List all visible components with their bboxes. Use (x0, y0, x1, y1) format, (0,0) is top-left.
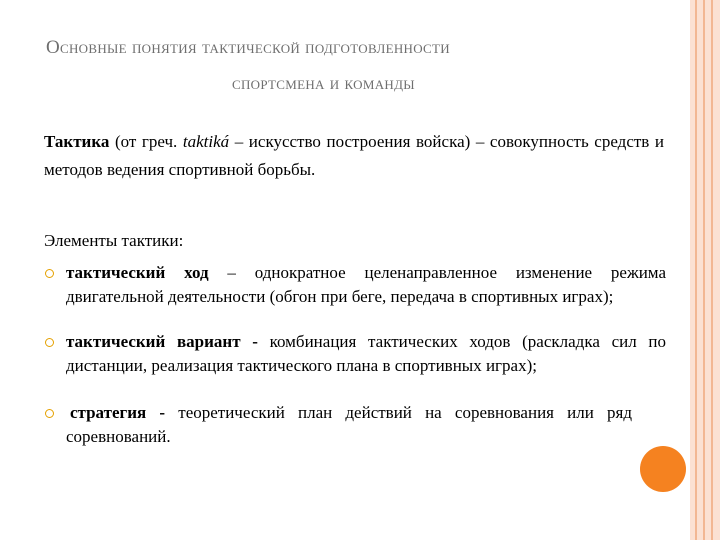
right-bar-line-1 (695, 0, 697, 540)
bullet-text: комбинация тактических ходов (раскладка сил по дистанции, реализация тактического плана в спортивных играх); (66, 332, 666, 375)
title-line-2: спортсмена и команды (232, 73, 415, 94)
bullet-term: стратегия - (70, 403, 166, 422)
bullet-marker-icon (45, 409, 54, 418)
bullet-marker-icon (45, 338, 54, 347)
list-item (44, 261, 666, 309)
slide-title (46, 30, 686, 102)
bullet-term: тактический ход (66, 263, 209, 282)
list-item (44, 401, 666, 449)
list-item (44, 330, 666, 378)
bullet-term: тактический вариант - (66, 332, 258, 351)
right-bar-line-3 (711, 0, 713, 540)
bullet-text: – однократное целенаправленное изменение режима двигательной деятельности (обгон при беге, передача в спортивных играх); (66, 263, 666, 306)
definition-paragraph (44, 128, 664, 184)
definition-prefix: (от греч. (109, 132, 183, 151)
bullet-marker-icon (45, 269, 54, 278)
definition-term: Тактика (44, 132, 110, 151)
bullet-text: теоретический план действий на соревнования или ряд соревнований. (66, 403, 632, 446)
elements-label: Элементы тактики: (44, 231, 184, 250)
bullet-list (44, 261, 666, 449)
definition-suffix: – искусство построения войска) – совокупность средств и методов ведения спортивной борьбы. (44, 132, 664, 179)
title-line-1: Основные понятия тактической подготовленности (46, 37, 450, 58)
definition-greek-word: taktiká (182, 132, 230, 151)
orange-circle-decoration (640, 446, 686, 492)
right-bar-line-2 (703, 0, 705, 540)
